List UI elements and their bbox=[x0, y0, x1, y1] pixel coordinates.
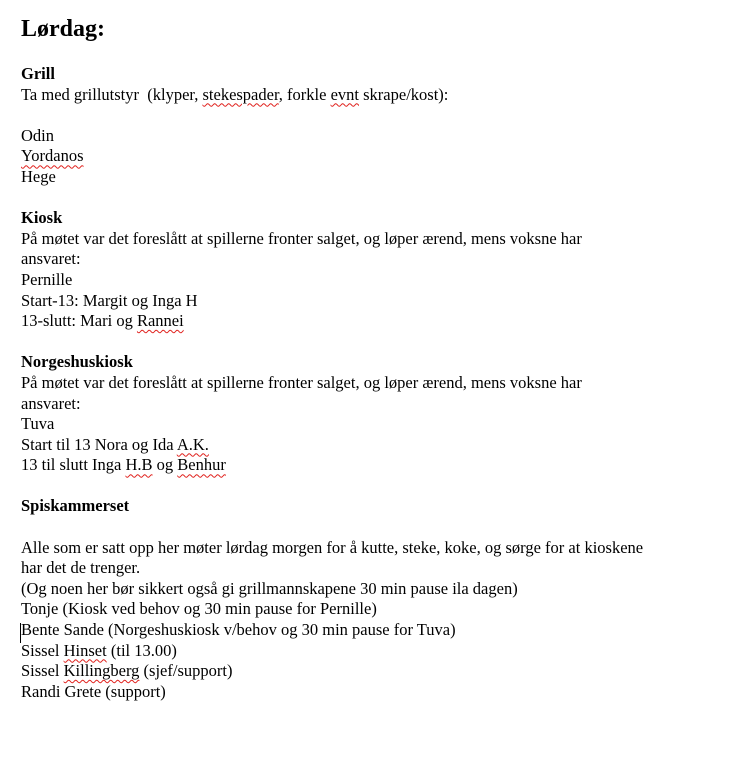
norgeshuskiosk-line bbox=[21, 373, 643, 394]
text-run: Alle som er satt opp her møter lørdag morgen for å kutte, steke, koke, og sørge for at kioskene bbox=[21, 537, 644, 557]
text-run: Start-13: Margit og Inga H bbox=[21, 290, 198, 310]
spellcheck-flagged-word: Benhur bbox=[177, 455, 226, 475]
text-run: Tonje (Kiosk ved behov og 30 min pause for Pernille) bbox=[21, 599, 377, 619]
grill-person bbox=[21, 167, 643, 188]
spiskammerset-line bbox=[21, 661, 643, 682]
spiskammerset-line bbox=[21, 641, 643, 662]
text-run: har det de trenger. bbox=[21, 558, 141, 578]
spacer bbox=[21, 332, 643, 353]
spiskammerset-line bbox=[21, 682, 643, 703]
spellcheck-flagged-word: Yordanos bbox=[21, 146, 84, 166]
section-heading-grill: Grill bbox=[21, 64, 55, 83]
spellcheck-flagged-word: Hinset bbox=[63, 640, 107, 660]
text-run: , forkle bbox=[278, 84, 331, 104]
kiosk-line bbox=[21, 249, 643, 270]
section-heading-spiskammerset: Spiskammerset bbox=[21, 496, 130, 516]
spacer bbox=[21, 517, 643, 538]
spiskammerset-line bbox=[21, 579, 643, 600]
text-run: På møtet var det foreslått at spillerne fronter salget, og løper ærend, mens voksne har bbox=[21, 228, 582, 248]
grill-intro-line bbox=[21, 85, 643, 106]
section-heading-norgeshuskiosk: Norgeshuskiosk bbox=[21, 352, 133, 372]
section-heading-kiosk: Kiosk bbox=[21, 208, 63, 228]
norgeshuskiosk-line bbox=[21, 414, 643, 435]
text-run: Hege bbox=[21, 166, 56, 186]
spiskammerset-line bbox=[21, 558, 643, 579]
text-run: Sissel bbox=[21, 661, 64, 681]
norgeshuskiosk-lines bbox=[21, 373, 643, 476]
grill-person bbox=[21, 146, 643, 167]
kiosk-line bbox=[21, 311, 643, 332]
text-run: Start til 13 Nora og Ida bbox=[21, 434, 177, 454]
spiskammerset-line bbox=[21, 620, 643, 641]
spellcheck-flagged-word: evnt bbox=[330, 84, 359, 104]
spellcheck-flagged-word: A.K. bbox=[176, 434, 209, 454]
text-run: Ta med grillutstyr (klyper, bbox=[21, 84, 203, 104]
grill-people-list bbox=[21, 126, 643, 188]
spiskammerset-line bbox=[21, 599, 643, 620]
spellcheck-flagged-word: Killingberg bbox=[63, 661, 140, 681]
text-run: Sissel bbox=[21, 640, 64, 660]
norgeshuskiosk-line bbox=[21, 394, 643, 415]
text-run: ansvaret: bbox=[21, 393, 81, 413]
spellcheck-flagged-word: H.B bbox=[125, 455, 153, 475]
page-title: Lørdag: bbox=[21, 16, 105, 42]
text-run: Randi Grete (support) bbox=[21, 681, 166, 701]
text-run: og bbox=[152, 455, 178, 475]
spellcheck-flagged-word: stekespader bbox=[202, 84, 279, 104]
text-run: På møtet var det foreslått at spillerne fronter salget, og løper ærend, mens voksne har bbox=[21, 372, 582, 392]
spacer bbox=[21, 476, 643, 497]
spiskammerset-line bbox=[21, 538, 643, 559]
norgeshuskiosk-line bbox=[21, 455, 643, 476]
text-run: ansvaret: bbox=[21, 249, 81, 269]
document-body[interactable] bbox=[21, 64, 643, 702]
kiosk-line bbox=[21, 270, 643, 291]
spiskammerset-lines bbox=[21, 538, 643, 703]
spacer bbox=[21, 188, 643, 209]
text-run: skrape/kost): bbox=[359, 84, 449, 104]
text-run: (til 13.00) bbox=[106, 640, 177, 660]
kiosk-lines bbox=[21, 229, 643, 332]
spacer bbox=[21, 105, 643, 126]
grill-person bbox=[21, 126, 643, 147]
text-run: Bente Sande (Norgeshuskiosk v/behov og 30 min pause for Tuva) bbox=[21, 620, 456, 640]
text-run: (Og noen her bør sikkert også gi grillmannskapene 30 min pause ila dagen) bbox=[21, 578, 518, 598]
text-run: 13-slutt: Mari og bbox=[21, 311, 137, 331]
text-run: 13 til slutt Inga bbox=[21, 455, 126, 475]
text-run: Tuva bbox=[21, 414, 55, 434]
kiosk-line bbox=[21, 229, 643, 250]
spellcheck-flagged-word: Rannei bbox=[136, 311, 184, 331]
kiosk-line bbox=[21, 291, 643, 312]
text-run: (sjef/support) bbox=[139, 661, 233, 681]
text-run: Pernille bbox=[21, 269, 73, 289]
norgeshuskiosk-line bbox=[21, 435, 643, 456]
text-run: Odin bbox=[21, 125, 54, 145]
